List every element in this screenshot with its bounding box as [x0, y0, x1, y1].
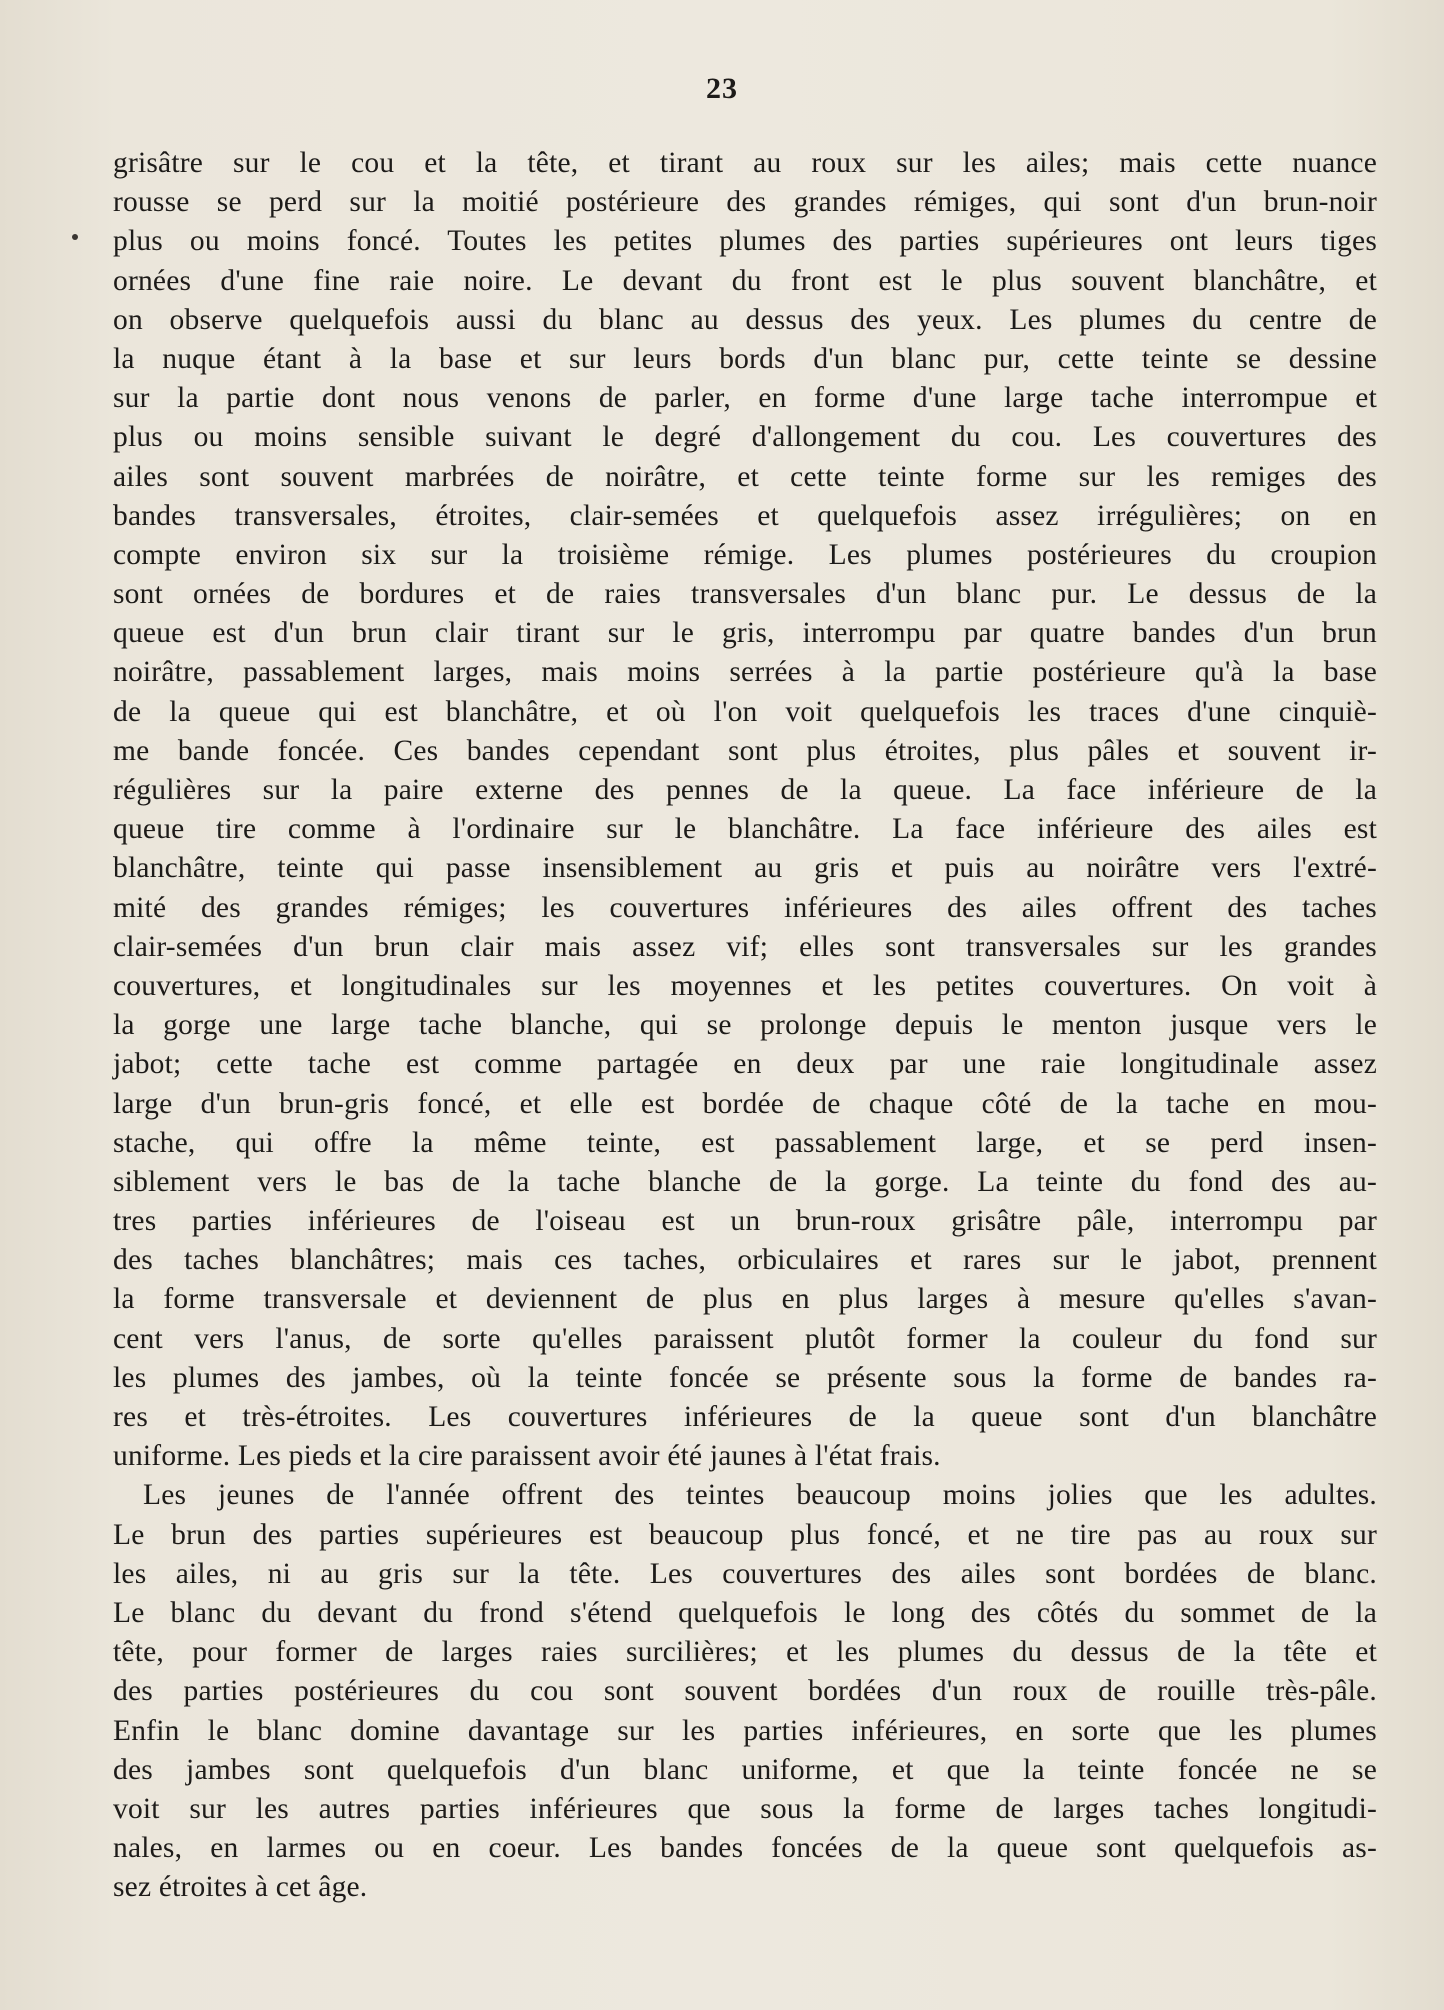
text-line: rousse se perd sur la moitié postérieure des grandes rémiges, qui sont d'un brun-noir	[113, 186, 1377, 219]
text-line: sur la partie dont nous venons de parler, en forme d'une large tache interrompue et	[113, 382, 1377, 415]
text-line: siblement vers le bas de la tache blanche de la gorge. La teinte du fond des au-	[113, 1165, 1377, 1198]
text-line: de la queue qui est blanchâtre, et où l'on voit quelquefois les traces d'une cinquiè-	[113, 695, 1377, 728]
text-line: large d'un brun-gris foncé, et elle est bordée de chaque côté de la tache en mou-	[113, 1087, 1377, 1120]
text-line: noirâtre, passablement larges, mais moins serrées à la partie postérieure qu'à la base	[113, 656, 1377, 689]
text-line: bandes transversales, étroites, clair-semées et quelquefois assez irrégulières; on en	[113, 499, 1377, 532]
text-line: tête, pour former de larges raies surcilières; et les plumes du dessus de la tête et	[113, 1636, 1377, 1669]
text-line: jabot; cette tache est comme partagée en deux par une raie longitudinale assez	[113, 1048, 1377, 1081]
text-line: ornées d'une fine raie noire. Le devant du front est le plus souvent blanchâtre, et	[113, 264, 1377, 297]
text-line: compte environ six sur la troisième rémige. Les plumes postérieures du croupion	[113, 538, 1377, 571]
text-line: on observe quelquefois aussi du blanc au dessus des yeux. Les plumes du centre de	[113, 303, 1377, 336]
text-line: des jambes sont quelquefois d'un blanc uniforme, et que la teinte foncée ne se	[113, 1753, 1377, 1786]
text-line: Le blanc du devant du frond s'étend quelquefois le long des côtés du sommet de la	[113, 1596, 1377, 1629]
page-number: 23	[706, 72, 738, 105]
margin-mark	[72, 234, 78, 240]
body-text	[113, 144, 1377, 1907]
text-line: plus ou moins foncé. Toutes les petites plumes des parties supérieures ont leurs tiges	[113, 225, 1377, 258]
text-line: des parties postérieures du cou sont souvent bordées d'un roux de rouille très-pâle.	[113, 1675, 1377, 1708]
text-line: voit sur les autres parties inférieures que sous la forme de larges taches longitudi-	[113, 1792, 1377, 1825]
text-line: blanchâtre, teinte qui passe insensiblement au gris et puis au noirâtre vers l'extré-	[113, 852, 1377, 885]
text-line: ailes sont souvent marbrées de noirâtre, et cette teinte forme sur les remiges des	[113, 460, 1377, 493]
text-line: queue tire comme à l'ordinaire sur le blanchâtre. La face inférieure des ailes est	[113, 813, 1377, 846]
text-line: couvertures, et longitudinales sur les moyennes et les petites couvertures. On voit à	[113, 969, 1377, 1002]
text-line: cent vers l'anus, de sorte qu'elles paraissent plutôt former la couleur du fond sur	[113, 1322, 1377, 1355]
text-line: Les jeunes de l'année offrent des teintes beaucoup moins jolies que les adultes.	[143, 1479, 1377, 1512]
text-line: queue est d'un brun clair tirant sur le gris, interrompu par quatre bandes d'un brun	[113, 617, 1377, 650]
text-line: tres parties inférieures de l'oiseau est un brun-roux grisâtre pâle, interrompu par	[113, 1205, 1377, 1238]
text-line: uniforme. Les pieds et la cire paraissent avoir été jaunes à l'état frais.	[113, 1440, 941, 1473]
text-line: les plumes des jambes, où la teinte foncée se présente sous la forme de bandes ra-	[113, 1361, 1377, 1394]
text-line: sont ornées de bordures et de raies transversales d'un blanc pur. Le dessus de la	[113, 578, 1377, 611]
text-line: plus ou moins sensible suivant le degré d'allongement du cou. Les couvertures des	[113, 421, 1377, 454]
text-line: res et très-étroites. Les couvertures inférieures de la queue sont d'un blanchâtre	[113, 1401, 1377, 1433]
text-line: les ailes, ni au gris sur la tête. Les couvertures des ailes sont bordées de blanc.	[113, 1557, 1377, 1590]
text-line: mité des grandes rémiges; les couvertures inférieures des ailes offrent des taches	[113, 891, 1377, 924]
text-line: Le brun des parties supérieures est beaucoup plus foncé, et ne tire pas au roux sur	[113, 1518, 1377, 1551]
text-line: nales, en larmes ou en coeur. Les bandes foncées de la queue sont quelquefois as-	[113, 1832, 1377, 1865]
text-line: clair-semées d'un brun clair mais assez vif; elles sont transversales sur les grandes	[113, 930, 1377, 963]
text-line: sez étroites à cet âge.	[113, 1871, 368, 1904]
text-line: la forme transversale et deviennent de plus en plus larges à mesure qu'elles s'avan-	[113, 1283, 1377, 1316]
text-line: la gorge une large tache blanche, qui se prolonge depuis le menton jusque vers le	[113, 1009, 1377, 1042]
text-line: grisâtre sur le cou et la tête, et tirant au roux sur les ailes; mais cette nuance	[113, 147, 1377, 179]
text-line: stache, qui offre la même teinte, est passablement large, et se perd insen-	[113, 1126, 1377, 1159]
text-line: Enfin le blanc domine davantage sur les parties inférieures, en sorte que les plumes	[113, 1714, 1377, 1747]
text-line: me bande foncée. Ces bandes cependant sont plus étroites, plus pâles et souvent ir-	[113, 734, 1377, 767]
text-line: la nuque étant à la base et sur leurs bords d'un blanc pur, cette teinte se dessine	[113, 342, 1377, 375]
text-line: régulières sur la paire externe des pennes de la queue. La face inférieure de la	[113, 774, 1377, 806]
text-line: des taches blanchâtres; mais ces taches, orbiculaires et rares sur le jabot, prennent	[113, 1244, 1377, 1277]
